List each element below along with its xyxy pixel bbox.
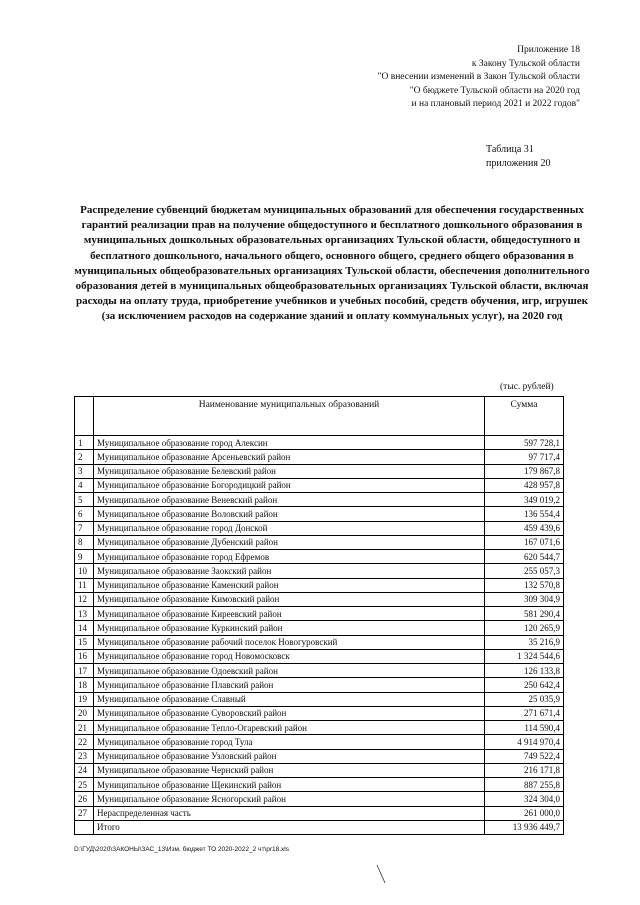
row-sum-cell: 1 324 544,6	[485, 649, 564, 663]
total-row	[75, 820, 564, 834]
table-row	[75, 635, 564, 649]
table-row	[75, 436, 564, 450]
row-name-cell: Муниципальное образование Богородицкий район	[94, 478, 485, 492]
row-name-cell: Муниципальное образование Воловский район	[94, 507, 485, 521]
row-sum-cell: 349 019,2	[485, 493, 564, 507]
header-sum-cell: Сумма	[485, 397, 564, 436]
row-sum-cell: 261 000,0	[485, 806, 564, 820]
row-name-cell: Муниципальное образование Заокский район	[94, 564, 485, 578]
row-name-cell: Муниципальное образование город Новомосковск	[94, 649, 485, 663]
row-sum-cell: 887 255,8	[485, 778, 564, 792]
row-sum-cell: 749 522,4	[485, 749, 564, 763]
row-sum-cell: 120 265,9	[485, 621, 564, 635]
row-sum-cell: 126 133,8	[485, 664, 564, 678]
row-name-cell: Муниципальное образование Кимовский район	[94, 592, 485, 606]
appendix-line-3: "О внесении изменений в Закон Тульской области	[377, 72, 580, 82]
table-row	[75, 493, 564, 507]
row-number-cell: 5	[75, 493, 94, 507]
row-name-cell: Муниципальное образование город Алексин	[94, 436, 485, 450]
row-sum-cell: 4 914 970,4	[485, 735, 564, 749]
table-ref-line-1: Таблица 31	[486, 144, 534, 155]
row-name-cell: Муниципальное образование город Ефремов	[94, 550, 485, 564]
row-sum-cell: 597 728,1	[485, 436, 564, 450]
table-row	[75, 692, 564, 706]
row-number-cell: 26	[75, 792, 94, 806]
table-row	[75, 621, 564, 635]
total-label-cell: Итого	[94, 820, 485, 834]
row-number-cell: 1	[75, 436, 94, 450]
row-name-cell: Муниципальное образование Белевский район	[94, 464, 485, 478]
row-number-cell: 16	[75, 649, 94, 663]
row-name-cell: Муниципальное образование город Тула	[94, 735, 485, 749]
document-title: Распределение субвенций бюджетам муниципальных образований для обеспечения государственных гарантий реализации прав на получение общедоступного и бесплатного дошкольного образования в муниципальных дошкольных образовательных организациях Тульской области, общедоступного и бесплатного дошкольного, начального общего, основного общего, среднего общего образования в муниципальных общеобразовательных организациях Тульской области, обеспечения дополнительного образования детей в муниципальных общеобразовательных организациях Тульской области, включая расходы на оплату труда, приобретение учебников и учебных пособий, средств обучения, игр, игрушек (за исключением расходов на содержание зданий и оплату коммунальных услуг), на 2020 год	[74, 204, 590, 323]
row-number-cell: 8	[75, 535, 94, 549]
table-row	[75, 778, 564, 792]
row-number-cell: 3	[75, 464, 94, 478]
table-row	[75, 649, 564, 663]
units-label: (тыс. рублей)	[500, 382, 554, 392]
appendix-line-2: к Закону Тульской области	[471, 58, 580, 69]
table-row	[75, 592, 564, 606]
row-name-cell: Муниципальное образование Куркинский район	[94, 621, 485, 635]
row-number-cell: 24	[75, 763, 94, 777]
table-row	[75, 735, 564, 749]
row-sum-cell: 459 439,6	[485, 521, 564, 535]
table-row	[75, 678, 564, 692]
row-sum-cell: 136 554,4	[485, 507, 564, 521]
table-row	[75, 664, 564, 678]
appendix-line-4: "О бюджете Тульской области на 2020 год	[409, 85, 580, 96]
row-name-cell: Муниципальное образование Узловский район	[94, 749, 485, 763]
table-row	[75, 792, 564, 806]
distribution-table	[74, 396, 564, 835]
row-number-cell: 27	[75, 806, 94, 820]
table-row	[75, 749, 564, 763]
row-sum-cell: 255 057,3	[485, 564, 564, 578]
table-row	[75, 806, 564, 820]
row-name-cell: Муниципальное образование рабочий поселок Новогуровский	[94, 635, 485, 649]
table-row	[75, 706, 564, 720]
table-row	[75, 450, 564, 464]
table-row	[75, 564, 564, 578]
row-sum-cell: 324 304,0	[485, 792, 564, 806]
row-sum-cell: 428 957,8	[485, 478, 564, 492]
row-number-cell: 17	[75, 664, 94, 678]
table-row	[75, 464, 564, 478]
row-sum-cell: 132 570,8	[485, 578, 564, 592]
row-name-cell: Муниципальное образование Ясногорский район	[94, 792, 485, 806]
row-name-cell: Муниципальное образование Плавский район	[94, 678, 485, 692]
header-name-cell: Наименование муниципальных образований	[94, 397, 485, 436]
row-sum-cell: 250 642,4	[485, 678, 564, 692]
row-number-cell: 9	[75, 550, 94, 564]
table-row	[75, 521, 564, 535]
total-number-cell	[75, 820, 94, 834]
row-number-cell: 18	[75, 678, 94, 692]
row-sum-cell: 25 035,9	[485, 692, 564, 706]
row-name-cell: Муниципальное образование Дубенский район	[94, 535, 485, 549]
row-sum-cell: 97 717,4	[485, 450, 564, 464]
row-name-cell: Муниципальное образование Тепло-Огаревский район	[94, 721, 485, 735]
row-number-cell: 2	[75, 450, 94, 464]
table-row	[75, 507, 564, 521]
row-number-cell: 15	[75, 635, 94, 649]
table-reference	[486, 143, 550, 171]
table-row	[75, 721, 564, 735]
appendix-line-5: и на плановый период 2021 и 2022 годов"	[411, 99, 580, 109]
pen-mark	[376, 864, 386, 884]
row-number-cell: 23	[75, 749, 94, 763]
row-sum-cell: 216 171,8	[485, 763, 564, 777]
row-number-cell: 13	[75, 607, 94, 621]
row-number-cell: 22	[75, 735, 94, 749]
table-row	[75, 607, 564, 621]
row-number-cell: 10	[75, 564, 94, 578]
row-name-cell: Муниципальное образование Веневский район	[94, 493, 485, 507]
row-number-cell: 7	[75, 521, 94, 535]
row-name-cell: Муниципальное образование город Донской	[94, 521, 485, 535]
file-path-footer: D:\ГУД\2020\ЗАКОНЫ\ЗАС_13\Изм. бюджет ТО 2020-2022_2 чт\pr18.xls	[74, 846, 289, 853]
header-number-cell	[75, 397, 94, 436]
table-row	[75, 550, 564, 564]
row-name-cell: Муниципальное образование Щекинский район	[94, 778, 485, 792]
row-number-cell: 6	[75, 507, 94, 521]
row-sum-cell: 35 216,9	[485, 635, 564, 649]
table-row	[75, 535, 564, 549]
row-number-cell: 25	[75, 778, 94, 792]
row-number-cell: 14	[75, 621, 94, 635]
row-sum-cell: 179 867,8	[485, 464, 564, 478]
row-name-cell: Муниципальное образование Одоевский район	[94, 664, 485, 678]
table-row	[75, 578, 564, 592]
row-number-cell: 4	[75, 478, 94, 492]
row-sum-cell: 309 304,9	[485, 592, 564, 606]
table-header-row	[75, 397, 564, 436]
row-number-cell: 11	[75, 578, 94, 592]
row-name-cell: Муниципальное образование Арсеньевский район	[94, 450, 485, 464]
appendix-line-1: Приложение 18	[517, 45, 580, 55]
row-name-cell: Муниципальное образование Каменский район	[94, 578, 485, 592]
row-sum-cell: 581 290,4	[485, 607, 564, 621]
row-number-cell: 21	[75, 721, 94, 735]
row-name-cell: Муниципальное образование Славный	[94, 692, 485, 706]
row-name-cell: Муниципальное образование Киреевский район	[94, 607, 485, 621]
table-row	[75, 478, 564, 492]
table-ref-line-2: приложения 20	[486, 158, 551, 169]
row-sum-cell: 167 071,6	[485, 535, 564, 549]
total-sum-cell: 13 936 449,7	[485, 820, 564, 834]
table-row	[75, 763, 564, 777]
row-number-cell: 19	[75, 692, 94, 706]
row-name-cell: Муниципальное образование Суворовский район	[94, 706, 485, 720]
row-sum-cell: 114 590,4	[485, 721, 564, 735]
row-sum-cell: 620 544,7	[485, 550, 564, 564]
row-name-cell: Нераспределенная часть	[94, 806, 485, 820]
appendix-header	[320, 44, 580, 112]
row-name-cell: Муниципальное образование Чернский район	[94, 763, 485, 777]
row-number-cell: 20	[75, 706, 94, 720]
row-number-cell: 12	[75, 592, 94, 606]
row-sum-cell: 271 671,4	[485, 706, 564, 720]
